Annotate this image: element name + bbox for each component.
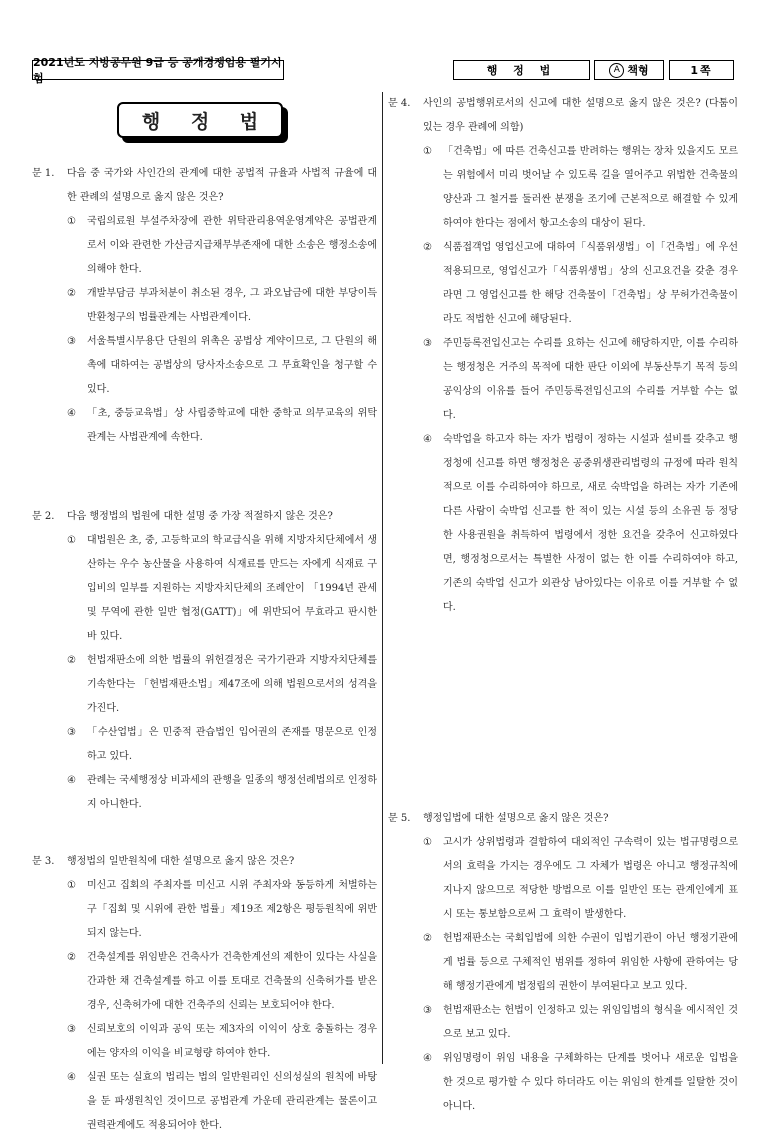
option-3[interactable] <box>67 1018 377 1066</box>
option-4[interactable] <box>67 769 377 817</box>
option-marker: ③ <box>423 338 432 349</box>
option-text: 주민등록전입신고는 수리를 요하는 신고에 해당하지만, 이를 수리하는 행정청은 거주의 목적에 대한 판단 이외에 부동산투기 목적 등의 공익상의 이유를 들어 주민등록전입신고의 수리를 거부할 수는 없다. <box>443 338 738 421</box>
option-marker: ③ <box>67 336 76 347</box>
option-4[interactable] <box>67 1066 377 1138</box>
option-text: 건축설계를 위임받은 건축사가 건축한계선의 제한이 있다는 사실을 간과한 채 건축설계를 하고 이를 토대로 건축물의 신축허가를 받은 경우, 신축허가에 대한 건축주의 신뢰는 보호되어야 한다. <box>87 952 377 1011</box>
option-1[interactable] <box>67 210 377 282</box>
option-marker: ② <box>67 952 76 963</box>
option-list <box>32 529 377 817</box>
booklet-type-box <box>594 60 664 80</box>
option-marker: ③ <box>67 727 76 738</box>
option-marker: ① <box>67 216 76 227</box>
question-5 <box>388 807 738 1119</box>
option-marker: ③ <box>423 1005 432 1016</box>
option-text: 헌법재판소는 국회입법에 의한 수권이 입법기관이 아닌 행정기관에게 법률 등으로 구체적인 범위를 정하여 위임한 사항에 관하여는 당해 행정기관에게 법정립의 권한이 부여된다고 보고 있다. <box>443 933 738 992</box>
column-divider <box>382 92 383 1064</box>
option-1[interactable] <box>423 831 738 927</box>
option-text: 서울특별시무용단 단원의 위촉은 공법상 계약이므로, 그 단원의 해촉에 대하여는 공법상의 당사자소송으로 그 무효확인을 청구할 수 있다. <box>87 336 377 395</box>
question-stem: 다음 중 국가와 사인간의 관계에 대한 공법적 규율과 사법적 규율에 대한 관례의 설명으로 옳지 않은 것은? <box>67 168 377 203</box>
option-marker: ① <box>423 837 432 848</box>
option-list <box>32 874 377 1138</box>
exam-title-box <box>32 56 284 85</box>
subject-box <box>453 60 590 80</box>
page-title-text: 행 정 법 <box>141 110 271 133</box>
option-marker: ④ <box>67 1072 76 1083</box>
option-text: 위임명령이 위임 내용을 구체화하는 단계를 벗어나 새로운 입법을 한 것으로 평가할 수 있다 하더라도 이는 위임의 한계를 일탈한 것이 아니다. <box>443 1053 738 1112</box>
option-marker: ② <box>423 933 432 944</box>
question-3 <box>32 850 377 1138</box>
option-text: 관례는 국세행정상 비과세의 관행을 일종의 행정선례법의로 인정하지 아니한다. <box>87 775 377 810</box>
option-4[interactable] <box>67 402 377 450</box>
page-number: 1쪽 <box>690 64 713 77</box>
question-stem: 행정법의 일반원칙에 대한 설명으로 옳지 않은 것은? <box>67 856 295 867</box>
right-column <box>388 92 738 1119</box>
option-4[interactable] <box>423 1047 738 1119</box>
subject-label: 행 정 법 <box>486 64 557 77</box>
option-3[interactable] <box>67 721 377 769</box>
question-stem: 사인의 공법행위로서의 신고에 대한 설명으로 옳지 않은 것은? (다툼이 있는 경우 관례에 의함) <box>423 98 738 133</box>
option-text: 대법원은 초, 중, 고등학교의 학교급식을 위해 지방자치단체에서 생산하는 우수 농산물을 사용하여 식재료를 만드는 자에게 식재료 구입비의 일부를 지원하는 지방자치단체의 조례안이 「1994년 관세 및 무역에 관한 일반 협정(GATT)」에 위반되어 무효라고 판시한 바 있다. <box>87 535 377 642</box>
page-number-box <box>669 60 734 80</box>
question-number: 문 3. <box>32 856 55 867</box>
option-marker: ② <box>67 288 76 299</box>
option-3[interactable] <box>423 332 738 428</box>
option-2[interactable] <box>423 927 738 999</box>
option-marker: ① <box>423 146 432 157</box>
option-3[interactable] <box>423 999 738 1047</box>
exam-title: 2021년도 지방공무원 9급 등 공개경쟁임용 필기시험 <box>33 56 282 85</box>
option-marker: ③ <box>67 1024 76 1035</box>
question-number: 문 4. <box>388 98 411 109</box>
option-text: 고시가 상위법령과 결합하여 대외적인 구속력이 있는 법규명령으로서의 효력을 가지는 경우에도 그 자체가 법령은 아니고 행정규칙에 지나지 않으므로 적당한 방법으로 이를 일반인 또는 관계인에게 표시 또는 통보함으로써 그 효력이 발생한다. <box>443 837 738 920</box>
question-number: 문 2. <box>32 511 55 522</box>
option-marker: ① <box>67 535 76 546</box>
option-marker: ② <box>67 655 76 666</box>
question-4 <box>388 92 738 620</box>
page-title <box>117 102 283 138</box>
option-marker: ① <box>67 880 76 891</box>
question-1 <box>32 162 377 450</box>
option-text: 헌법재판소에 의한 법률의 위헌결정은 국가기관과 지방자치단체를 기속한다는 「헌법재판소법」제47조에 의해 법원으로서의 성격을 가진다. <box>87 655 377 714</box>
question-stem: 행정입법에 대한 설명으로 옳지 않은 것은? <box>423 813 609 824</box>
option-text: 실권 또는 실효의 법리는 법의 일반원리인 신의성실의 원칙에 바탕을 둔 파생원칙인 것이므로 공법관계 가운데 관리관계는 물론이고 권력관계에도 적용되어야 한다. <box>87 1072 377 1131</box>
option-marker: ④ <box>423 434 432 445</box>
option-1[interactable] <box>423 140 738 236</box>
option-text: 미신고 집회의 주최자를 미신고 시위 주최자와 동등하게 처벌하는 구「집회 및 시위에 관한 법률」제19조 제2항은 평등원칙에 위반되지 않는다. <box>87 880 377 939</box>
booklet-type-mark: A <box>609 63 624 78</box>
question-number: 문 5. <box>388 813 411 824</box>
option-text: 국립의료원 부설주차장에 관한 위탁관리용역운영계약은 공법관계로서 이와 관련한 가산금지급채무부존재에 대한 소송은 행정소송에 의해야 한다. <box>87 216 377 275</box>
option-marker: ② <box>423 242 432 253</box>
option-text: 식품접객업 영업신고에 대하여「식품위생법」이「건축법」에 우선 적용되므로, 영업신고가「식품위생법」상의 신고요건을 갖춘 경우라면 그 영업신고를 한 해당 건축물이「건축법」상 무허가건축물이라도 적법한 신고에 해당된다. <box>443 242 738 325</box>
option-list <box>32 210 377 450</box>
option-1[interactable] <box>67 529 377 649</box>
option-3[interactable] <box>67 330 377 402</box>
option-1[interactable] <box>67 874 377 946</box>
option-text: 개발부담금 부과처분이 취소된 경우, 그 과오납금에 대한 부당이득반환청구의 법률관계는 사법관계이다. <box>87 288 377 323</box>
option-list <box>388 831 738 1119</box>
option-2[interactable] <box>67 649 377 721</box>
left-column <box>32 162 377 1138</box>
option-text: 「건축법」에 따른 건축신고를 반려하는 행위는 장차 있을지도 모르는 위험에서 미리 벗어날 수 있도록 길을 열어주고 위법한 건축물의 양산과 그 철거를 둘러싼 분쟁을 조기에 근본적으로 해결할 수 있게 하여야 한다는 점에서 항고소송의 대상이 된다. <box>443 146 738 229</box>
option-2[interactable] <box>67 282 377 330</box>
option-marker: ④ <box>67 408 76 419</box>
option-text: 헌법재판소는 헌법이 인정하고 있는 위임입법의 형식을 예시적인 것으로 보고 있다. <box>443 1005 738 1040</box>
question-2 <box>32 505 377 817</box>
option-2[interactable] <box>67 946 377 1018</box>
option-text: 「수산업법」은 민중적 관습법인 입어권의 존재를 명문으로 인정하고 있다. <box>87 727 377 762</box>
option-text: 숙박업을 하고자 하는 자가 법령이 정하는 시설과 설비를 갖추고 행정청에 신고를 하면 행정청은 공중위생관리법령의 규정에 따라 원칙적으로 이를 수리하여야 하므로, 새로 숙박업을 하려는 자가 기존에 다른 사람이 숙박업 신고를 한 적이 있는 시설 등의 소유권 등 정당한 사용권원을 취득하여 법령에서 정한 요건을 갖추어 신고하였다면, 행정청으로서는 특별한 사정이 없는 한 이를 수리하여야 하고, 기존의 숙박업 신고가 외관상 남아있다는 이유로 이를 거부할 수 없다. <box>443 434 738 613</box>
option-text: 신뢰보호의 이익과 공익 또는 제3자의 이익이 상호 충돌하는 경우에는 양자의 이익을 비교형량 하여야 한다. <box>87 1024 377 1059</box>
option-2[interactable] <box>423 236 738 332</box>
question-stem: 다음 행정법의 법원에 대한 설명 중 가장 적절하지 않은 것은? <box>67 511 333 522</box>
option-marker: ④ <box>67 775 76 786</box>
option-marker: ④ <box>423 1053 432 1064</box>
question-number: 문 1. <box>32 168 55 179</box>
option-4[interactable] <box>423 428 738 620</box>
booklet-type-label: 책형 <box>627 64 649 77</box>
option-text: 「초, 중등교육법」상 사립중학교에 대한 중학교 의무교육의 위탁관계는 사법관계에 속한다. <box>87 408 377 443</box>
option-list <box>388 140 738 620</box>
